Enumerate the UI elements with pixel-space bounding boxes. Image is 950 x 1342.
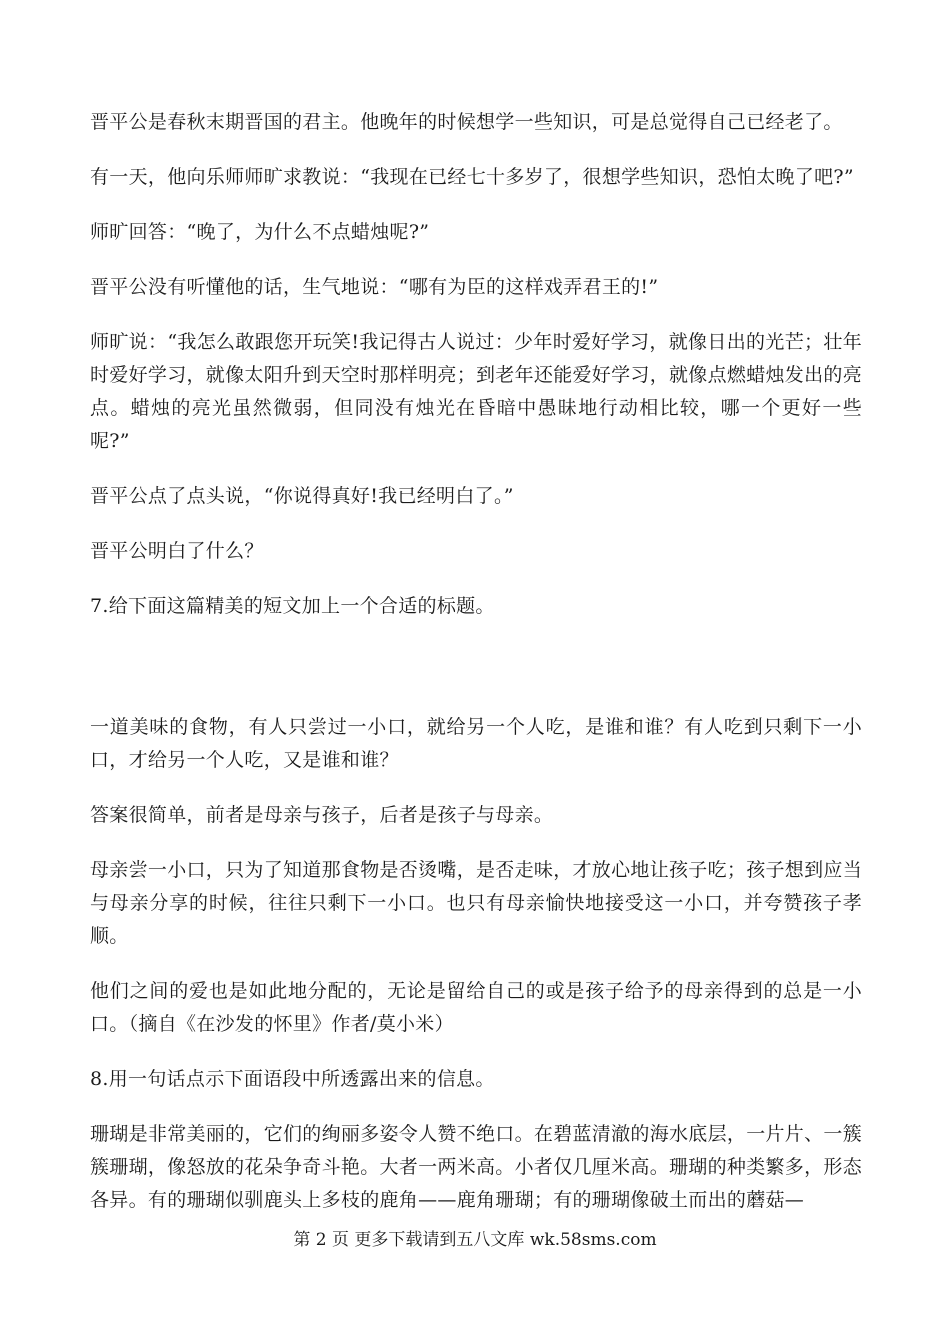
paragraph-5: 师旷说：“我怎么敢跟您开玩笑!我记得古人说过：少年时爱好学习，就像日出的光芒；壮年时爱好学习，就像太阳升到天空时那样明亮；到老年还能爱好学习，就像点燃蜡烛发出的亮点。蜡烛的亮光虽然微弱，但同没有烛光在昏暗中愚昧地行动相比较，哪一个更好一些呢?” <box>90 331 863 452</box>
question-7-heading: 7.给下面这篇精美的短文加上一个合适的标题。 <box>90 595 495 617</box>
paragraph-4: 晋平公没有听懂他的话，生气地说：“哪有为臣的这样戏弄君王的!” <box>90 276 659 298</box>
paragraph-12: 珊瑚是非常美丽的，它们的绚丽多姿令人赞不绝口。在碧蓝清澈的海水底层，一片片、一簇簇珊瑚，像怒放的花朵争奇斗艳。大者一两米高。小者仅几厘米高。珊瑚的种类繁多，形态各异。有的珊瑚似驯鹿头上多枝的鹿角——鹿角珊瑚；有的珊瑚像破土而出的蘑菇— <box>90 1123 863 1211</box>
blank-answer-space <box>90 645 862 711</box>
paragraph-1: 晋平公是春秋末期晋国的君主。他晚年的时候想学一些知识，可是总觉得自己已经老了。 <box>90 111 843 133</box>
page-footer: 第 2 页 更多下载请到五八文库 wk.58sms.com <box>293 1230 657 1250</box>
paragraph-11: 他们之间的爱也是如此地分配的，无论是留给自己的或是孩子给予的母亲得到的总是一小口。（摘自《在沙发的怀里》作者/莫小米） <box>90 980 862 1035</box>
paragraph-3: 师旷回答：“晚了，为什么不点蜡烛呢?” <box>90 221 430 243</box>
paragraph-6: 晋平公点了点头说，“你说得真好!我已经明白了。” <box>90 485 514 507</box>
paragraph-9: 答案很简单，前者是母亲与孩子，后者是孩子与母亲。 <box>90 804 554 826</box>
paragraph-10: 母亲尝一小口，只为了知道那食物是否烫嘴，是否走味，才放心地让孩子吃；孩子想到应当与母亲分享的时候，往往只剩下一小口。也只有母亲愉快地接受这一小口，并夸赞孩子孝顺。 <box>90 859 863 947</box>
document-body <box>90 106 862 1239</box>
question-8-heading: 8.用一句话点示下面语段中所透露出来的信息。 <box>90 1068 495 1090</box>
paragraph-8: 一道美味的食物，有人只尝过一小口，就给另一个人吃，是谁和谁？有人吃到只剩下一小口，才给另一个人吃，又是谁和谁？ <box>90 716 862 771</box>
question-text: 晋平公明白了什么？ <box>90 540 264 562</box>
paragraph-2: 有一天，他向乐师师旷求教说：“我现在已经七十多岁了，很想学些知识，恐怕太晚了吧?” <box>90 166 854 188</box>
